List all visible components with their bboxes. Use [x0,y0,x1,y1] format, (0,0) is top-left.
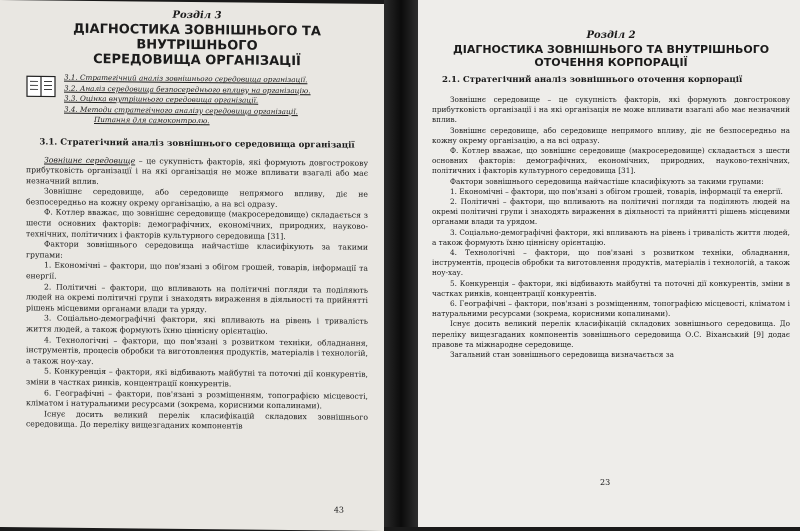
list-paragraph: 4. Технологічні – фактори, що пов'язані з розвитком техніки, обладнання, інструментів, процесів обробки та виготовлення продуктів, матеріалів і технологій, а також ноу-хау. [432,248,790,279]
list-paragraph: 2. Політичні – фактори, що впливають на політичні погляди та поділяють людей на окремі політичні групи і знаходять вираження в діяльності та прийнятті рішень місцевими органами влади та урядом. [432,197,790,228]
chapter-title-line: ОТОЧЕННЯ КОРПОРАЦІЇ [534,56,687,69]
chapter-title-line: ДІАГНОСТИКА ЗОВНІШНЬОГО ТА ВНУТРІШНЬОГО [73,22,321,54]
chapter-title-line: СЕРЕДОВИЩА ОРГАНІЗАЦІЇ [93,52,301,69]
list-paragraph: 4. Технологічні – фактори, що пов'язані з розвитком техніки, обладнання, інструментів, процесів обробки та виготовлення продуктів, матеріалів і технологій, а також ноу-хау. [26,335,368,370]
body-paragraph: Загальний стан зовнішнього середовища визначається за [432,350,790,360]
body-paragraph: Зовнішнє середовище, або середовище непрямого впливу, діє не безпосередньо на кожну окрему організацію, а на всі одразу. [432,126,790,146]
body-paragraph: Фактори зовнішнього середовища найчастіше класифікують за такими групами: [432,177,790,187]
chapter-title-line: ДІАГНОСТИКА ЗОВНІШНЬОГО ТА ВНУТРІШНЬОГО [453,43,769,56]
body-paragraph: Існує досить великий перелік класифікацій складових зовнішнього середовища. До переліку вищезгаданих компонентів зовнішнього середовища О.С. Віханський [9] додає правове та міжнародне середовище. [432,319,790,350]
section-heading: 2.1. Стратегічний аналіз зовнішнього оточення корпорації [432,75,790,85]
list-paragraph: 6. Географічні – фактори, пов'язані з розміщенням, топографією місцевості, кліматом і натуральними ресурсами (зокрема, корисними копалинами). [432,299,790,319]
list-paragraph: 1. Економічні – фактори, що пов'язані з обігом грошей, товарів, інформації та енергії. [432,187,790,197]
defined-term: Зовнішнє середовище [44,155,135,165]
list-paragraph: 1. Економічні – фактори, що пов'язані з обігом грошей, товарів, інформації та енергії. [26,261,368,286]
list-paragraph: 5. Конкуренція – фактори, які відбивають майбутні та поточні дії конкурентів, зміни в частках ринків, концентрації конкурентів. [432,279,790,299]
body-paragraph: Ф. Котлер вважає, що зовнішнє середовище (макросередовище) складається з шести основних факторів: демографічних, економічних, природних, науково-технічних, політичних і факторів культурного середовища [31]. [432,146,790,177]
book-gutter [384,0,418,527]
contents-item: 3.2. Аналіз середовища безпосереднього впливу на організацію. [64,83,311,96]
section-heading: 3.1. Стратегічний аналіз зовнішнього середовища організації [26,137,368,151]
list-paragraph: 2. Політичні – фактори, що впливають на політичні погляди та поділяють людей на окремі політичні групи і знаходять вираження в діяльності та прийнятті рішень місцевими органами влади та уряду. [26,282,368,317]
contents-item: 3.1. Стратегічний аналіз зовнішнього середовища організації. [64,73,311,86]
list-paragraph: 6. Географічні – фактори, пов'язані з розміщенням, топографією місцевості, кліматом і натуральними ресурсами (зокрема, корисними копалинами). [26,388,368,413]
page-number: 23 [600,478,610,487]
body-paragraph: Існує досить великий перелік класифікацій складових зовнішнього середовища. До переліку вищезгаданих компонентів [26,409,368,434]
page-number: 43 [334,505,344,514]
body-paragraph [26,155,368,190]
body-paragraph: Фактори зовнішнього середовища найчастіше класифікують за такими групами: [26,240,368,265]
left-page [0,0,384,531]
section-label: Розділ 2 [432,30,790,41]
contents-item: Питання для самоконтролю. [64,115,311,128]
section-label: Розділ 3 [26,8,368,23]
contents-item: 3.3. Оцінка внутрішнього середовища організації. [64,94,311,107]
body-paragraph: Зовнішнє середовище – це сукупність факторів, які формують довгострокову прибутковість організації і на які організація не може впливати взагалі або має незначний вплив. [432,95,790,126]
contents-list [64,73,311,128]
chapter-title [432,43,790,69]
definition-text: – це сукупність факторів, які формують довгострокову прибутковість організації і на які організація не може впливати взагалі або має незначний вплив. [26,156,368,186]
body-paragraph: Ф. Котлер вважає, що зовнішнє середовище (макросередовище) складається з шести основних факторів: демографічних, економічних, природних, науково-технічних, політичних і факторів культурного середовища [31]. [26,208,368,243]
list-paragraph: 3. Соціально-демографічні фактори, які впливають на рівень і тривалість життя людей, а також формують їхню ціннісну орієнтацію. [432,228,790,248]
list-paragraph: 3. Соціально-демографічні фактори, які впливають на рівень і тривалість життя людей, а також формують їхню ціннісну орієнтацію. [26,314,368,339]
list-paragraph: 5. Конкуренція – фактори, які відбивають майбутні та поточні дії конкурентів, зміни в частках ринків, концентрації конкурентів. [26,367,368,392]
right-page [418,0,800,527]
body-paragraph: Зовнішнє середовище, або середовище непрямого впливу, діє не безпосередньо на кожну окрему організацію, а на всі одразу. [26,187,368,212]
open-book-icon [26,74,56,98]
chapter-contents [26,72,368,128]
chapter-title [26,21,368,70]
contents-item: 3.4. Методи стратегічного аналізу середовища організації. [64,104,311,117]
